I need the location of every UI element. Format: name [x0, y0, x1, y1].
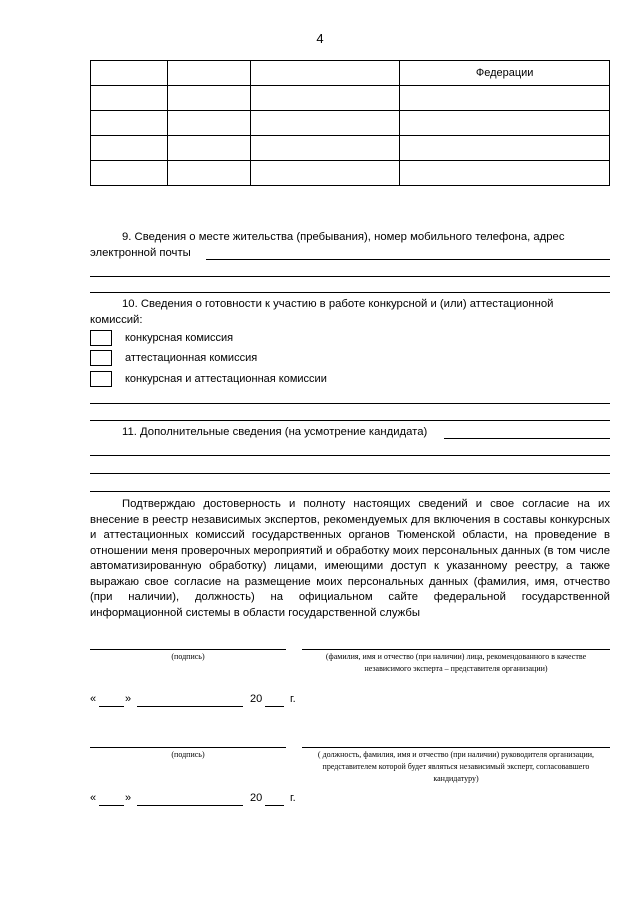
option-both-label: конкурсная и аттестационная комиссии	[125, 373, 327, 385]
signature-caption-1: (подпись)	[171, 652, 205, 661]
section10-text: 10. Сведения о готовности к участию в работе конкурсной и (или) аттестационной	[122, 298, 554, 310]
table-cell[interactable]	[400, 136, 610, 161]
date2-close-quote: »	[125, 792, 132, 804]
date2-open-quote: «	[90, 792, 97, 804]
table-cell[interactable]	[91, 136, 168, 161]
page-number: 4	[316, 31, 324, 46]
table-cell[interactable]	[250, 161, 400, 186]
date1-month-field[interactable]	[137, 706, 243, 707]
table-cell[interactable]: Федерации	[400, 61, 610, 86]
section9-text: 9. Сведения о месте жительства (пребывания), номер мобильного телефона, адрес	[122, 231, 565, 243]
option-competition-label: конкурсная комиссия	[125, 332, 234, 344]
section9-line2: электронной почты	[90, 247, 191, 259]
option-attestation-label: аттестационная комиссия	[125, 352, 258, 364]
table-cell[interactable]	[167, 86, 250, 111]
expert-name-caption: (фамилия, имя и отчество (при наличии) лица, рекомендованного в качестве независимого эксперта – представителя организации)	[325, 652, 587, 673]
table-cell[interactable]	[91, 111, 168, 136]
info-table	[90, 60, 610, 186]
additional-line-4[interactable]	[90, 491, 610, 492]
table-cell[interactable]	[167, 61, 250, 86]
head-name-line[interactable]	[302, 747, 610, 748]
table-cell[interactable]	[167, 161, 250, 186]
date-line-1	[90, 693, 310, 709]
date-line-2	[90, 792, 310, 808]
table-row	[91, 86, 610, 111]
table-cell[interactable]	[400, 161, 610, 186]
section10-line-b[interactable]	[90, 420, 610, 421]
additional-info-field[interactable]	[444, 438, 610, 439]
section10-line1	[90, 297, 610, 313]
signature-line-2[interactable]	[90, 747, 286, 748]
date2-month-field[interactable]	[137, 805, 243, 806]
table-cell[interactable]	[167, 111, 250, 136]
signature-line-1[interactable]	[90, 649, 286, 650]
table-cell[interactable]	[250, 86, 400, 111]
consent-paragraph: Подтверждаю достоверность и полноту настоящих сведений и свое согласие на их внесение в реестр независимых экспертов, рекомендуемых для включения в составы конкурсных и аттестационных комиссий государственных органов Тюменской области, на проведение в отношении меня проверочных мероприятий и обработку моих персональных данных (в том числе автоматизированную обработку) лицами, имеющими доступ к указанному реестру, а также выражаю свое согласие на размещение моих персональных данных (фамилия, имя, отчество (при наличии), должность) на официальном сайте федеральной государственной информационной системы в области государственной службы	[90, 498, 610, 619]
head-name-caption: ( должность, фамилия, имя и отчество (при наличии) руководителя организации, представителем которой будет являться независимый эксперт, согласовавшего кандидатуру)	[317, 750, 595, 783]
table-cell[interactable]	[400, 86, 610, 111]
email-field[interactable]	[206, 259, 610, 260]
date1-open-quote: «	[90, 693, 97, 705]
date2-day-field[interactable]	[99, 805, 124, 806]
checkbox-attestation[interactable]	[90, 350, 112, 366]
residence-line-2[interactable]	[90, 276, 610, 277]
table-cell[interactable]	[91, 86, 168, 111]
residence-line-3[interactable]	[90, 292, 610, 293]
checkbox-both[interactable]	[90, 371, 112, 387]
date1-year-field[interactable]	[265, 706, 284, 707]
section10-line-a[interactable]	[90, 403, 610, 404]
date2-year-suffix: г.	[290, 792, 296, 804]
date1-year-prefix: 20	[250, 693, 263, 705]
table-row	[91, 61, 610, 86]
date1-year-suffix: г.	[290, 693, 296, 705]
date2-year-prefix: 20	[250, 792, 263, 804]
checkbox-competition[interactable]	[90, 330, 112, 346]
section11-text: 11. Дополнительные сведения (на усмотрение кандидата)	[122, 426, 428, 438]
table-row	[91, 111, 610, 136]
section10-line2: комиссий:	[90, 314, 143, 326]
table-row	[91, 161, 610, 186]
table-cell[interactable]	[250, 136, 400, 161]
expert-name-line[interactable]	[302, 649, 610, 650]
table-cell[interactable]	[250, 111, 400, 136]
table-cell[interactable]	[91, 61, 168, 86]
table-row	[91, 136, 610, 161]
table-cell[interactable]	[167, 136, 250, 161]
additional-line-3[interactable]	[90, 473, 610, 474]
table-cell[interactable]	[91, 161, 168, 186]
date1-close-quote: »	[125, 693, 132, 705]
additional-line-2[interactable]	[90, 455, 610, 456]
date2-year-field[interactable]	[265, 805, 284, 806]
section9-line1	[90, 230, 610, 246]
table-cell[interactable]	[400, 111, 610, 136]
date1-day-field[interactable]	[99, 706, 124, 707]
signature-caption-2: (подпись)	[171, 750, 205, 759]
table-cell[interactable]	[250, 61, 400, 86]
